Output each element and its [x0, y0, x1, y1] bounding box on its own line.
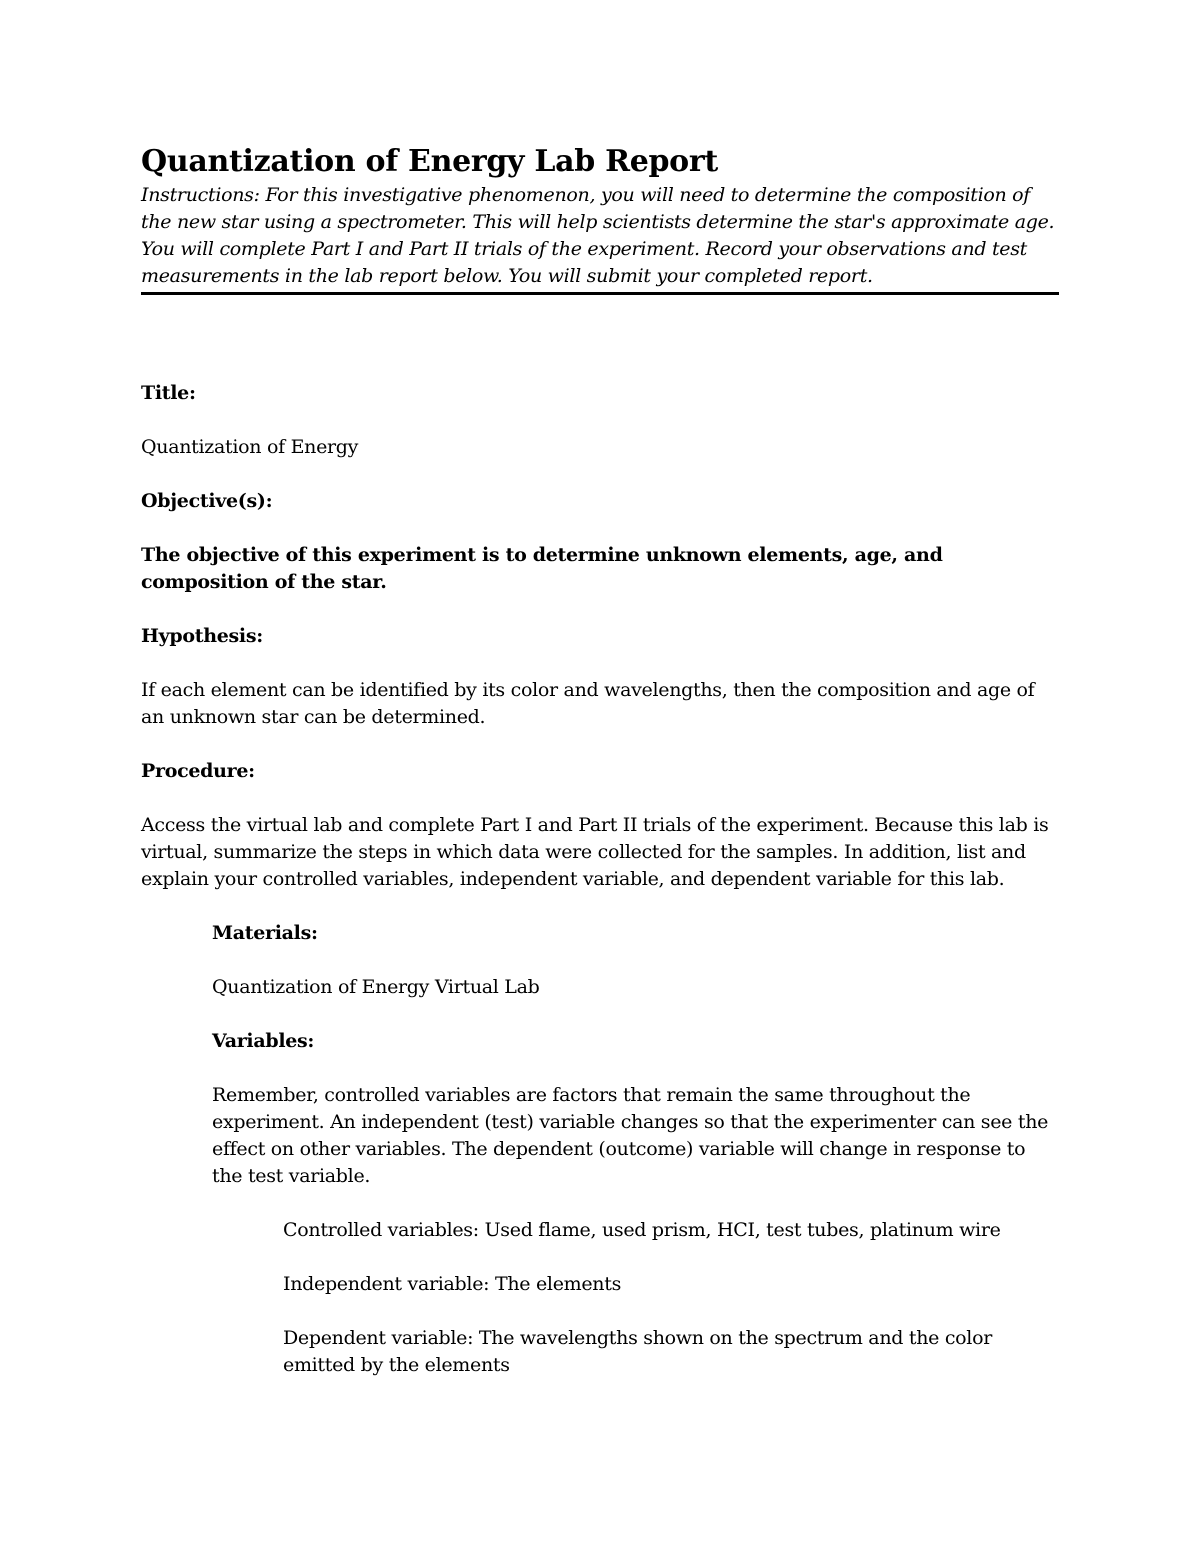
procedure-value: Access the virtual lab and complete Part I and Part II trials of the experiment. Because this lab is virtual, summarize the steps in which data were collected for the samples. In addition, list and explain your controlled variables, independent variable, and dependent variable for this lab.	[141, 814, 1049, 890]
materials-label: Materials:	[212, 922, 318, 944]
variables-label: Variables:	[212, 1030, 315, 1052]
objective-label: Objective(s):	[141, 490, 273, 512]
title-label: Title:	[141, 382, 196, 404]
title-value: Quantization of Energy	[141, 436, 359, 458]
instructions-paragraph: Instructions: For this investigative phenomenon, you will need to determine the composition of the new star using a spectrometer. This will help scientists determine the star's approximate age. You will complete Part I and Part II trials of the experiment. Record your observations and test measurements in the lab report below. You will submit your completed report.	[141, 182, 1059, 295]
document-content	[141, 142, 1059, 1379]
variables-intro: Remember, controlled variables are factors that remain the same throughout the experiment. An independent (test) variable changes so that the experimenter can see the effect on other variables. The dependent (outcome) variable will change in response to the test variable.	[212, 1084, 1049, 1187]
objective-value: The objective of this experiment is to determine unknown elements, age, and composition of the star.	[141, 544, 943, 593]
controlled-variables: Controlled variables: Used flame, used prism, HCI, test tubes, platinum wire	[283, 1219, 1001, 1241]
procedure-label: Procedure:	[141, 760, 255, 782]
hypothesis-label: Hypothesis:	[141, 625, 263, 647]
materials-value: Quantization of Energy Virtual Lab	[212, 976, 540, 998]
document-title: Quantization of Energy Lab Report	[141, 144, 718, 179]
dependent-variable: Dependent variable: The wavelengths shown on the spectrum and the color emitted by the elements	[283, 1327, 993, 1376]
independent-variable: Independent variable: The elements	[283, 1273, 622, 1295]
hypothesis-value: If each element can be identified by its color and wavelengths, then the composition and age of an unknown star can be determined.	[141, 679, 1035, 728]
